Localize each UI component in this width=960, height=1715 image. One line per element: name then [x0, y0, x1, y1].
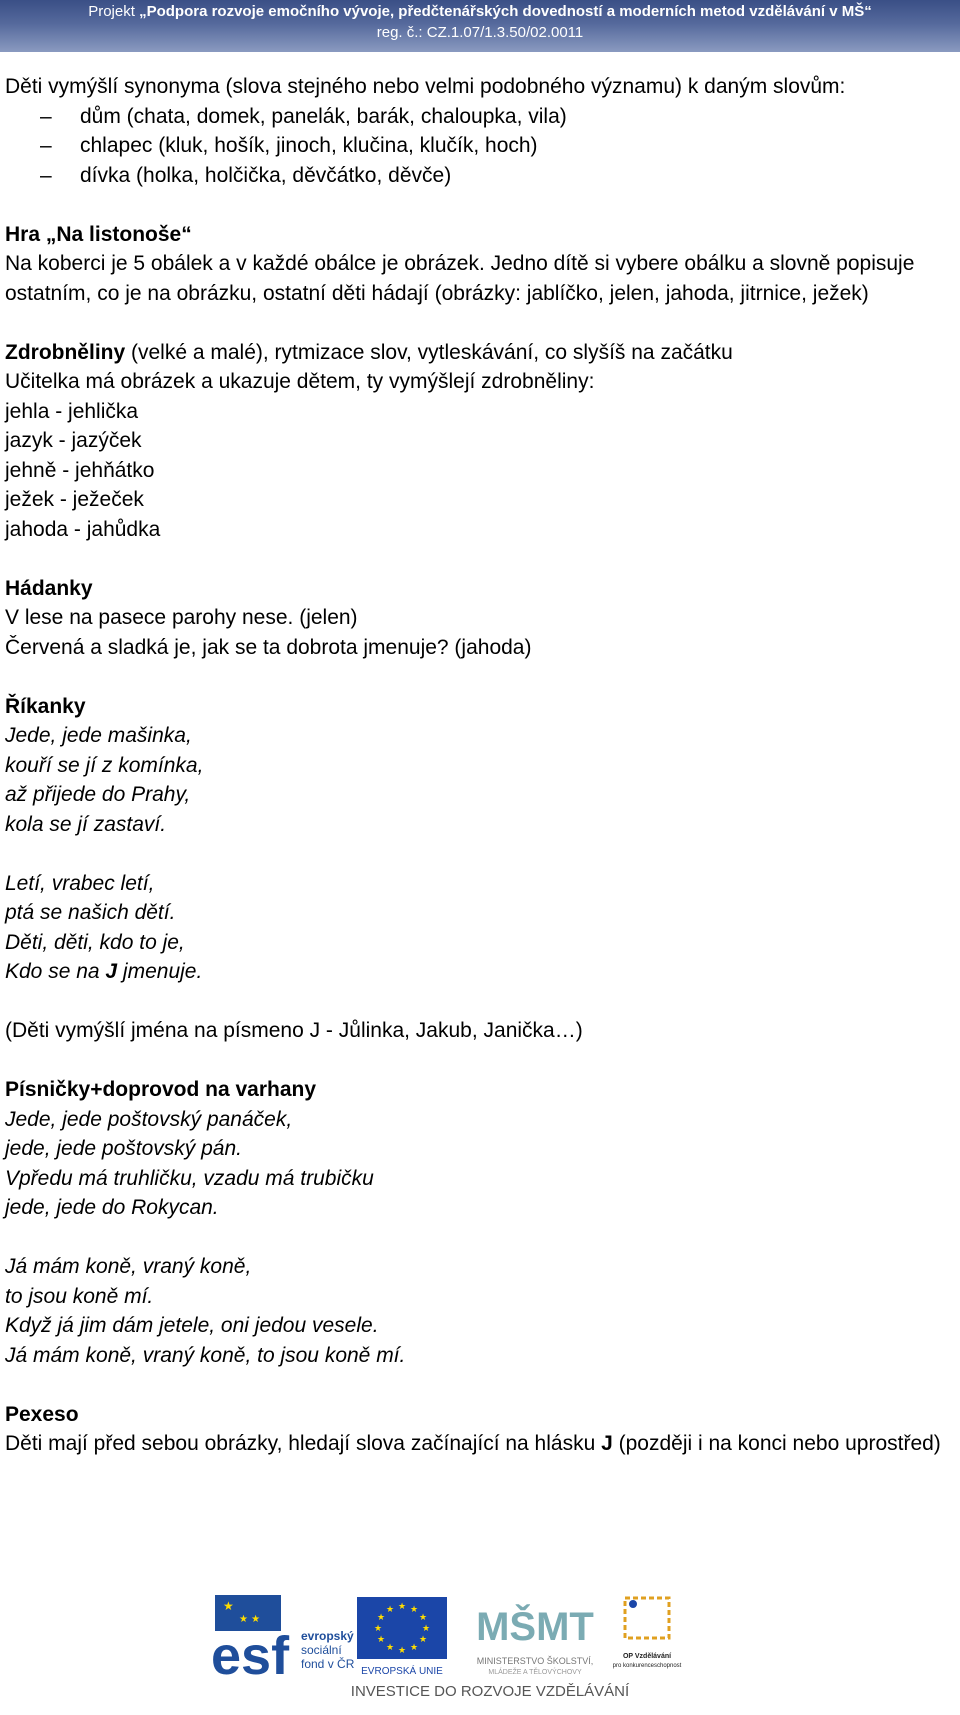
- listonose-text: Na koberci je 5 obálek a v každé obálce je obrázek. Jedno dítě si vybere obálku a slovně popisuje ostatním, co je na obrázku, ostatní děti hádají (obrázky: jablíčko, jelen, jahoda, jitrnice, ježek): [5, 252, 915, 305]
- svg-text:MLÁDEŽE A TĚLOVÝCHOVY: MLÁDEŽE A TĚLOVÝCHOVY: [488, 1669, 582, 1676]
- svg-text:★: ★: [421, 1624, 431, 1634]
- zdrobneliny-heading: Zdrobněliny: [5, 340, 126, 364]
- song-line: Jede, jede poštovský panáček,: [5, 1107, 293, 1131]
- riddle-line: Červená a sladká je, jak se ta dobrota jmenuje? (jahoda): [5, 635, 532, 659]
- song-line: jede, jede poštovský pán.: [5, 1137, 242, 1160]
- svg-text:★: ★: [397, 1646, 407, 1656]
- footer-slogan: INVESTICE DO ROZVOJE VZDĚLÁVÁNÍ: [350, 1683, 630, 1700]
- song-line: Já mám koně, vraný koně,: [5, 1255, 252, 1278]
- rhyme-line: ptá se našich dětí.: [5, 901, 176, 924]
- rhyme-line: Jede, jede mašinka,: [5, 724, 192, 747]
- list-item: – dívka (holka, holčička, děvčátko, děvče): [5, 161, 957, 191]
- list-item: – dům (chata, domek, panelák, barák, chaloupka, vila): [5, 102, 957, 132]
- list-item: jehla - jehlička: [5, 399, 139, 423]
- list-item: jehně - jehňátko: [5, 458, 155, 482]
- eu-logo: [357, 1597, 447, 1677]
- registration-number: reg. č.: CZ.1.07/1.3.50/02.0011: [376, 24, 584, 41]
- synonyms-list: [5, 102, 957, 191]
- svg-text:OP Vzdělávání: OP Vzdělávání: [622, 1653, 672, 1660]
- song-line: Když já jim dám jetele, oni jedou vesele.: [5, 1314, 379, 1337]
- riddle-line: V lese na pasece parohy nese. (jelen): [5, 606, 358, 629]
- rhyme-line: Letí, vrabec letí,: [5, 871, 155, 895]
- rhyme-line: kouří se jí z komínka,: [5, 753, 204, 777]
- dash-bullet: –: [40, 163, 52, 187]
- svg-text:★: ★: [385, 1605, 395, 1615]
- esf-logo: [211, 1595, 355, 1686]
- zdrobneliny-text: Učitelka má obrázek a ukazuje dětem, ty vymýšlejí zdrobněliny:: [5, 370, 595, 393]
- svg-text:★: ★: [373, 1624, 383, 1634]
- svg-text:★: ★: [409, 1605, 419, 1615]
- hadanky-heading: Hádanky: [5, 576, 93, 600]
- synonyms-intro: Děti vymýšlí synonyma (slova stejného nebo velmi podobného významu) k daným slovům:: [5, 75, 846, 98]
- project-title-line: Projekt „Podpora rozvoje emočního vývoje, předčtenářských dovedností a moderních metod vzdělávání v MŠ“: [88, 3, 872, 20]
- svg-text:★: ★: [385, 1643, 395, 1653]
- document-header: [0, 0, 960, 52]
- rhyme-line: až přijede do Prahy,: [5, 783, 191, 806]
- svg-text:fond v ČR: fond v ČR: [301, 1657, 355, 1671]
- msmt-logo: [476, 1603, 594, 1676]
- list-item: jahoda - jahůdka: [5, 517, 161, 541]
- svg-text:★: ★: [409, 1643, 419, 1653]
- msmt-letters: MŠMT: [476, 1605, 594, 1649]
- rikanky-note: (Děti vymýšlí jména na písmeno J - Jůlinka, Jakub, Janička…): [5, 1019, 583, 1042]
- svg-text:★: ★: [376, 1613, 386, 1623]
- esf-star-icon: ★: [223, 1599, 234, 1613]
- funding-logos: [205, 1592, 775, 1702]
- rhyme-line: Děti, děti, kdo to je,: [5, 930, 185, 954]
- svg-text:★: ★: [418, 1613, 428, 1623]
- song-line: Vpředu má truhličku, vzadu má trubičku: [5, 1166, 374, 1190]
- rikanky-heading: Říkanky: [5, 694, 86, 718]
- svg-text:pro konkurenceschopnost: pro konkurenceschopnost: [612, 1663, 682, 1669]
- list-item: jazyk - jazýček: [5, 429, 142, 452]
- pisnicky-heading: Písničky+doprovod na varhany: [5, 1078, 317, 1101]
- zdrobneliny-heading-line: Zdrobněliny (velké a malé), rytmizace slov, vytleskávání, co slyšíš na začátku: [5, 340, 733, 364]
- svg-text:EVROPSKÁ UNIE: EVROPSKÁ UNIE: [361, 1666, 443, 1677]
- svg-text:★: ★: [376, 1635, 386, 1645]
- svg-text:MINISTERSTVO ŠKOLSTVÍ,: MINISTERSTVO ŠKOLSTVÍ,: [476, 1656, 594, 1666]
- svg-text:★: ★: [418, 1635, 428, 1645]
- op-logo: [613, 1598, 682, 1669]
- svg-text:evropský: evropský: [301, 1629, 354, 1643]
- pexeso-heading: Pexeso: [5, 1402, 79, 1426]
- list-item: – chlapec (kluk, hošík, jinoch, klučina, klučík, hoch): [5, 131, 957, 161]
- dash-bullet: –: [40, 104, 52, 128]
- dash-bullet: –: [40, 134, 52, 157]
- esf-star-icon: ★ ★: [239, 1614, 261, 1625]
- op-dot-icon: [629, 1600, 637, 1608]
- esf-letters: esf: [211, 1626, 290, 1686]
- footer-logo-strip: [205, 1592, 775, 1702]
- project-title: „Podpora rozvoje emočního vývoje, předčtenářských dovedností a moderních metod vzdělávání v MŠ“: [139, 3, 872, 20]
- rhyme-line: kola se jí zastaví.: [5, 812, 167, 836]
- rhyme-line: Kdo se na J jmenuje.: [5, 960, 203, 983]
- document-body: [5, 72, 957, 1459]
- pexeso-text: Děti mají před sebou obrázky, hledají slova začínající na hlásku J (později i na konci nebo uprostřed): [5, 1432, 941, 1455]
- song-line: Já mám koně, vraný koně, to jsou koně mí.: [5, 1343, 406, 1367]
- song-line: jede, jede do Rokycan.: [5, 1196, 219, 1219]
- svg-text:★: ★: [397, 1602, 407, 1612]
- listonose-heading: Hra „Na listonoše“: [5, 222, 192, 246]
- song-line: to jsou koně mí.: [5, 1284, 154, 1308]
- svg-text:sociální: sociální: [301, 1643, 342, 1657]
- list-item: ježek - ježeček: [5, 488, 144, 511]
